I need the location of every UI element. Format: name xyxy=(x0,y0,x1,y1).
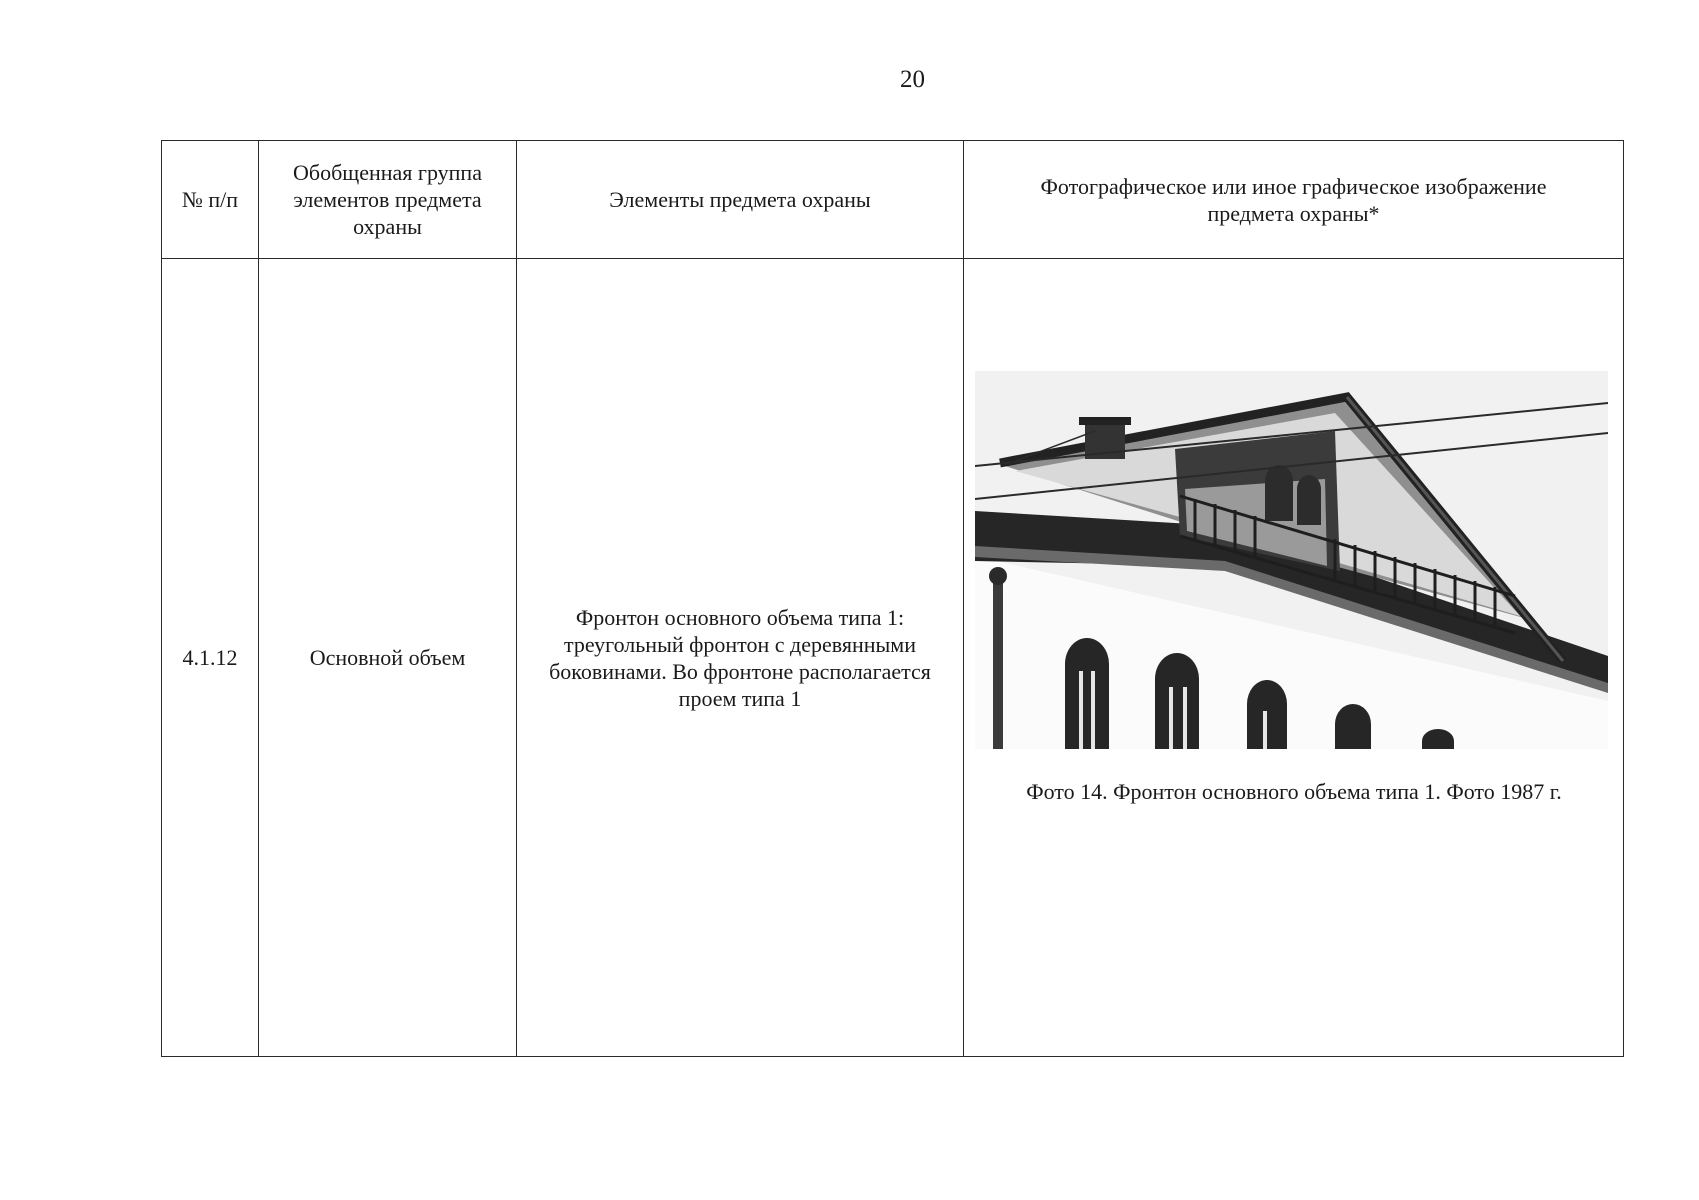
row-elements: Фронтон основного объема типа 1: треугольный фронтон с деревянными боковинами. Во фронтоне располагается проем типа 1 xyxy=(517,259,964,1057)
header-num: № п/п xyxy=(162,141,259,259)
header-image: Фотографическое или иное графическое изображение предмета охраны* xyxy=(964,141,1624,259)
header-group: Обобщенная группа элементов предмета охраны xyxy=(259,141,517,259)
row-photo-cell xyxy=(964,259,1624,1057)
row-group: Основной объем xyxy=(259,259,517,1057)
protection-table xyxy=(161,140,1624,1057)
photo-caption: Фото 14. Фронтон основного объема типа 1. Фото 1987 г. xyxy=(1026,779,1562,804)
row-num: 4.1.12 xyxy=(162,259,259,1057)
table-header-row xyxy=(162,141,1624,259)
page-number: 20 xyxy=(900,66,925,93)
pediment-photo xyxy=(975,371,1608,749)
table-row xyxy=(162,259,1624,1057)
header-elements: Элементы предмета охраны xyxy=(517,141,964,259)
